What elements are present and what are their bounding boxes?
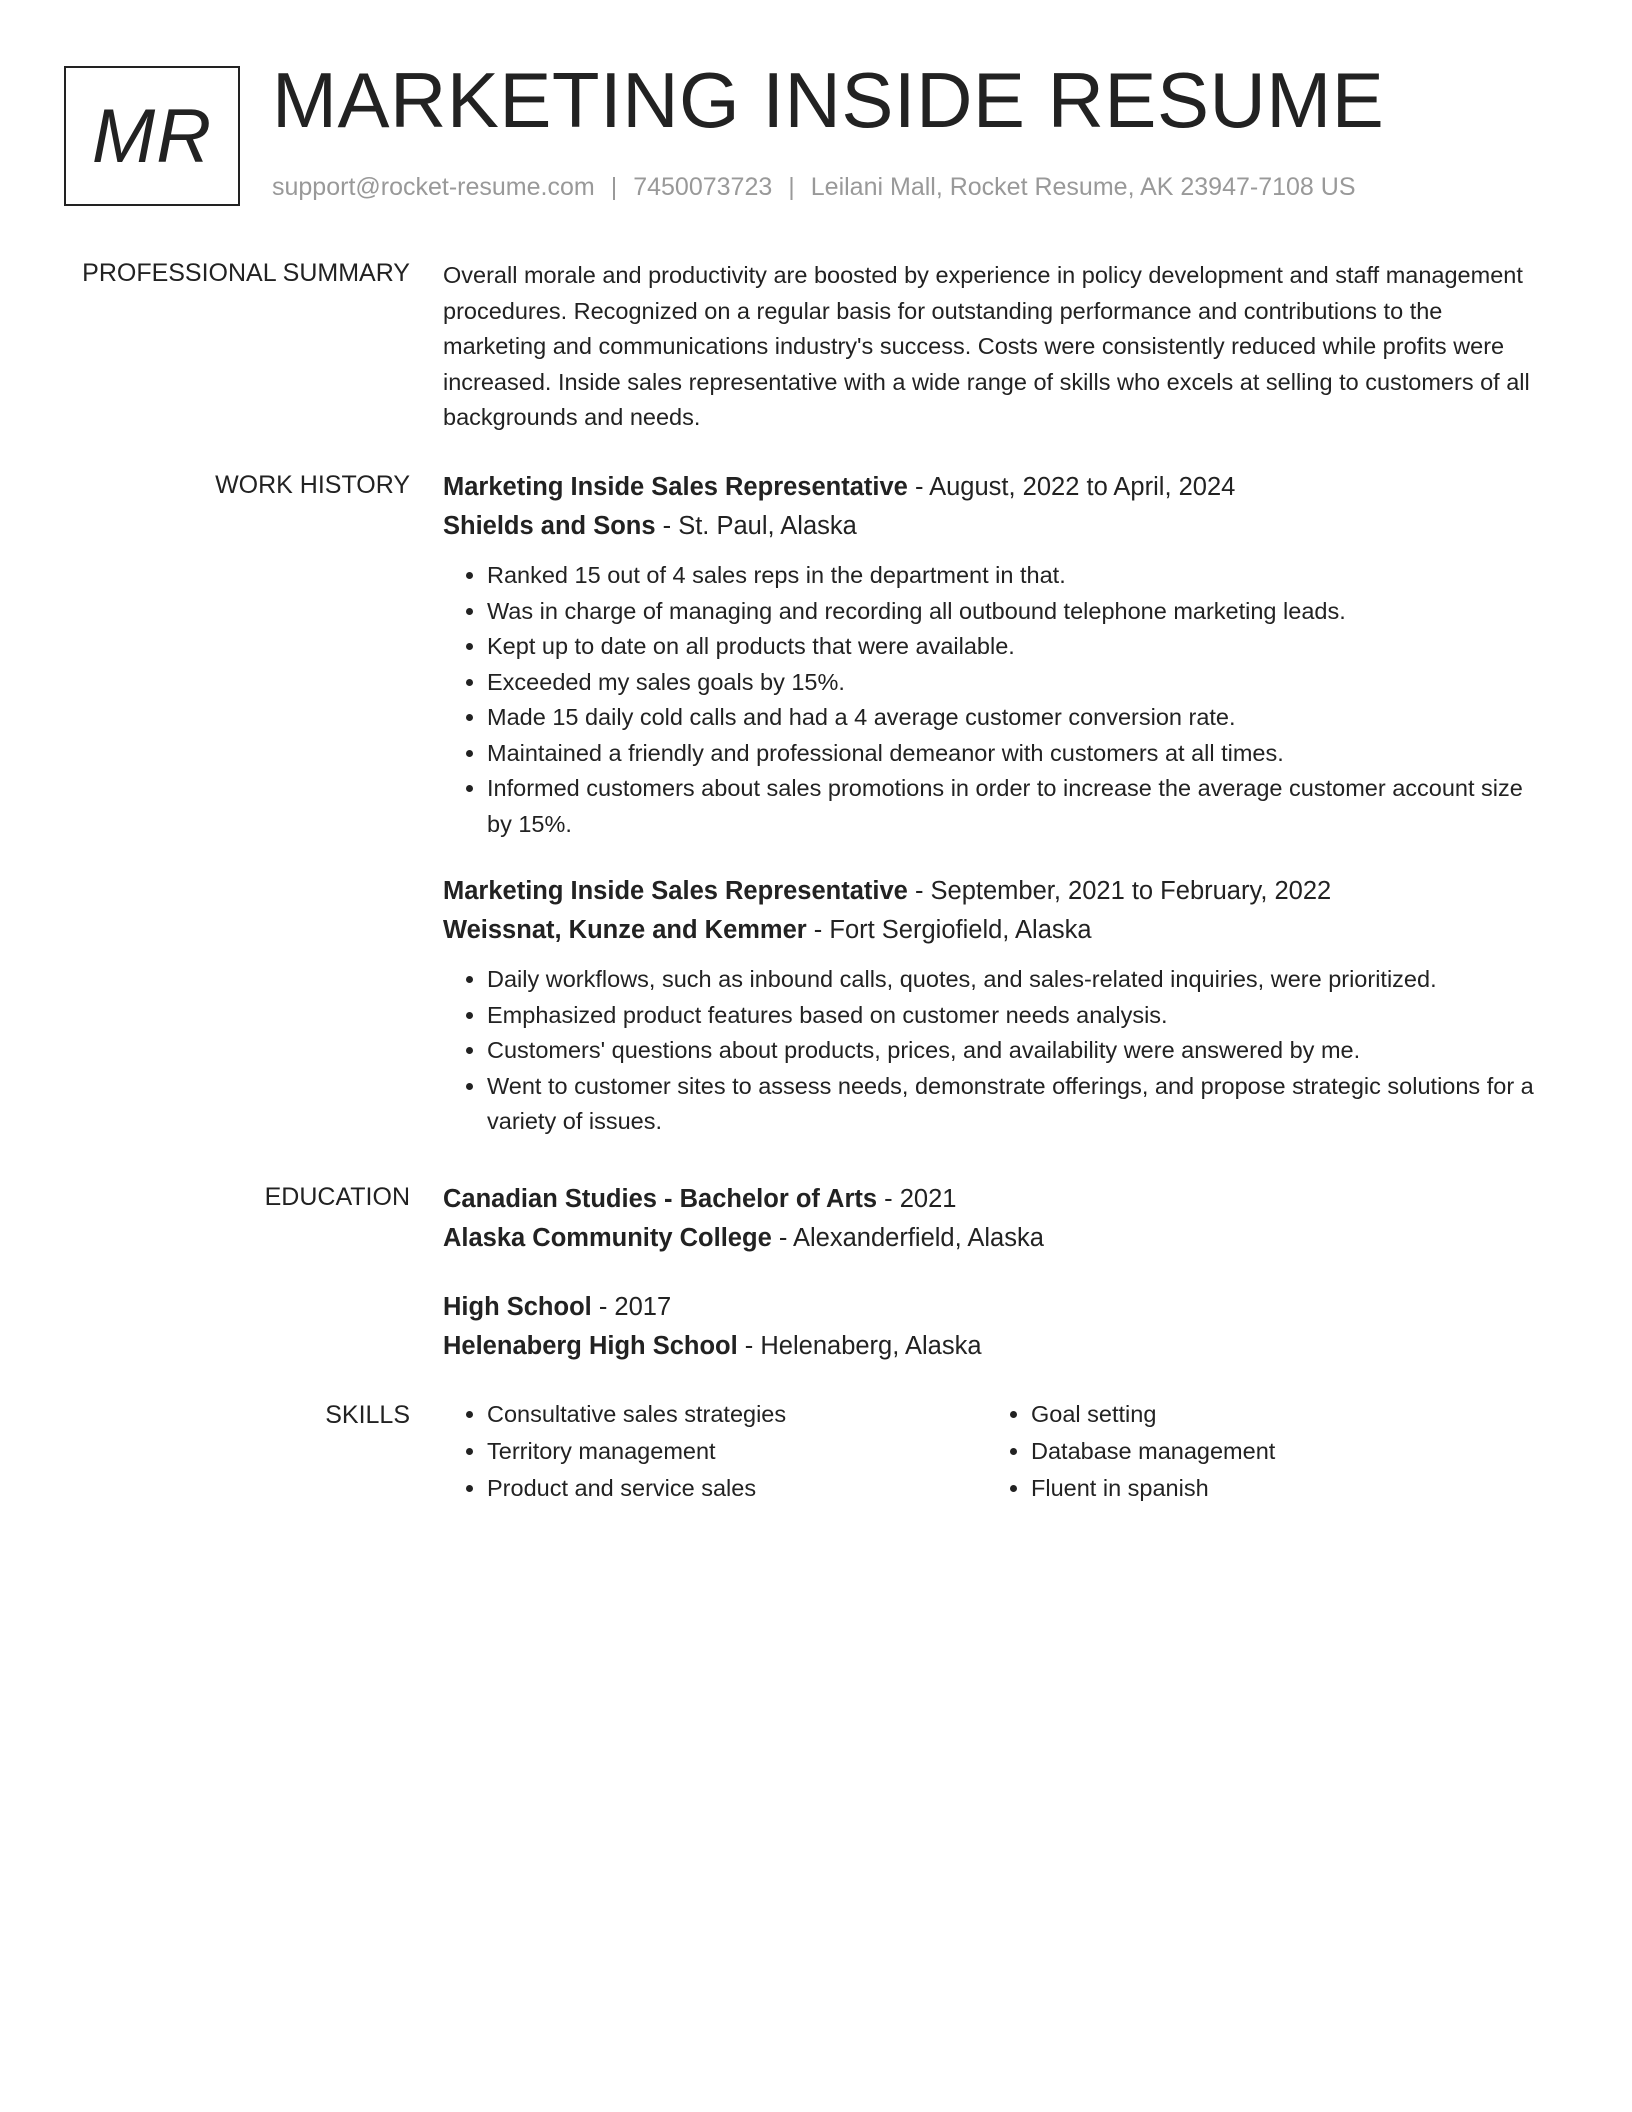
- skill-item: • Fluent in spanish: [1031, 1470, 1531, 1507]
- school-name: Alaska Community College: [443, 1224, 772, 1252]
- resume-title: MARKETING INSIDE RESUME: [272, 56, 1385, 144]
- skill-item: • Consultative sales strategies: [487, 1396, 987, 1433]
- job-bullet: • Made 15 daily cold calls and had a 4 average customer conversion rate.: [487, 700, 1535, 736]
- section-label-work-history: WORK HISTORY: [215, 471, 410, 499]
- degree-year: - 2021: [877, 1185, 957, 1213]
- skill-item: • Goal setting: [1031, 1396, 1531, 1433]
- job-bullet: • Went to customer sites to assess needs, demonstrate offerings, and propose strategic solutions for a variety of issues.: [487, 1069, 1535, 1140]
- job-bullet: • Was in charge of managing and recording all outbound telephone marketing leads.: [487, 594, 1535, 630]
- job-bullet: • Daily workflows, such as inbound calls, quotes, and sales-related inquiries, were prioritized.: [487, 962, 1535, 998]
- skill-item: • Territory management: [487, 1433, 987, 1470]
- summary-text: Overall morale and productivity are boosted by experience in policy development and staff management procedures. Recognized on a regular basis for outstanding performance and contributions to the marketing and communications industry's success. Costs were consistently reduced while profits were increased. Inside sales representative with a wide range of skills who excels at selling to customers of all backgrounds and needs.: [443, 262, 1530, 430]
- job-company-line: [443, 911, 1535, 950]
- school-location: - Helenaberg, Alaska: [737, 1332, 982, 1360]
- degree-year: - 2017: [591, 1293, 672, 1321]
- skill-item: • Product and service sales: [487, 1470, 987, 1507]
- school-line: [443, 1219, 1535, 1258]
- job-location: - Fort Sergiofield, Alaska: [806, 916, 1092, 944]
- contact-separator: |: [788, 173, 795, 201]
- skills-body: [443, 1396, 1535, 1507]
- degree-line: [443, 1180, 1535, 1219]
- skills-list: [987, 1396, 1531, 1507]
- job-bullet: • Kept up to date on all products that were available.: [487, 629, 1535, 665]
- contact-address: Leilani Mall, Rocket Resume, AK 23947-7108 US: [810, 173, 1356, 201]
- skills-grid: [443, 1396, 1535, 1507]
- section-label-skills: SKILLS: [325, 1401, 410, 1429]
- contact-email: support@rocket-resume.com: [272, 173, 595, 201]
- skills-column-right: [987, 1396, 1531, 1507]
- education-entry: [443, 1288, 1535, 1366]
- school-line: [443, 1327, 1535, 1366]
- degree-line: [443, 1288, 1535, 1327]
- job-entry: [443, 468, 1535, 842]
- contact-line: [272, 172, 1356, 202]
- education-body: [443, 1180, 1535, 1366]
- job-bullet: • Ranked 15 out of 4 sales reps in the department in that.: [487, 558, 1535, 594]
- job-dates: - September, 2021 to February, 2022: [907, 877, 1332, 905]
- job-title-line: [443, 468, 1535, 507]
- job-bullet: • Exceeded my sales goals by 15%.: [487, 665, 1535, 701]
- job-bullets: [443, 558, 1535, 842]
- job-title: Marketing Inside Sales Representative: [443, 877, 908, 905]
- skill-item: • Database management: [1031, 1433, 1531, 1470]
- job-bullet: • Emphasized product features based on customer needs analysis.: [487, 998, 1535, 1034]
- contact-separator: |: [610, 173, 618, 201]
- job-bullet: • Customers' questions about products, prices, and availability were answered by me.: [487, 1033, 1535, 1069]
- section-label-education: EDUCATION: [264, 1183, 410, 1211]
- job-bullets: [443, 962, 1535, 1140]
- contact-phone: 7450073723: [633, 173, 773, 201]
- degree-name: High School: [443, 1293, 592, 1321]
- job-entry: [443, 872, 1535, 1140]
- degree-name: Canadian Studies - Bachelor of Arts: [443, 1185, 878, 1213]
- job-company: Shields and Sons: [443, 512, 656, 540]
- school-location: - Alexanderfield, Alaska: [771, 1224, 1044, 1252]
- monogram-logo: MR: [64, 66, 240, 206]
- summary-body: [443, 258, 1535, 436]
- job-dates: - August, 2022 to April, 2024: [907, 473, 1236, 501]
- job-bullet: • Maintained a friendly and professional demeanor with customers at all times.: [487, 736, 1535, 772]
- job-company: Weissnat, Kunze and Kemmer: [443, 916, 807, 944]
- school-name: Helenaberg High School: [443, 1332, 738, 1360]
- job-location: - St. Paul, Alaska: [655, 512, 857, 540]
- job-company-line: [443, 507, 1535, 546]
- section-label-summary: PROFESSIONAL SUMMARY: [82, 259, 410, 287]
- work-history-body: [443, 468, 1535, 1170]
- skills-column-left: [443, 1396, 987, 1507]
- skills-list: [443, 1396, 987, 1507]
- job-title-line: [443, 872, 1535, 911]
- job-title: Marketing Inside Sales Representative: [443, 473, 908, 501]
- education-entry: [443, 1180, 1535, 1258]
- job-bullet: • Informed customers about sales promotions in order to increase the average customer account size by 15%.: [487, 771, 1535, 842]
